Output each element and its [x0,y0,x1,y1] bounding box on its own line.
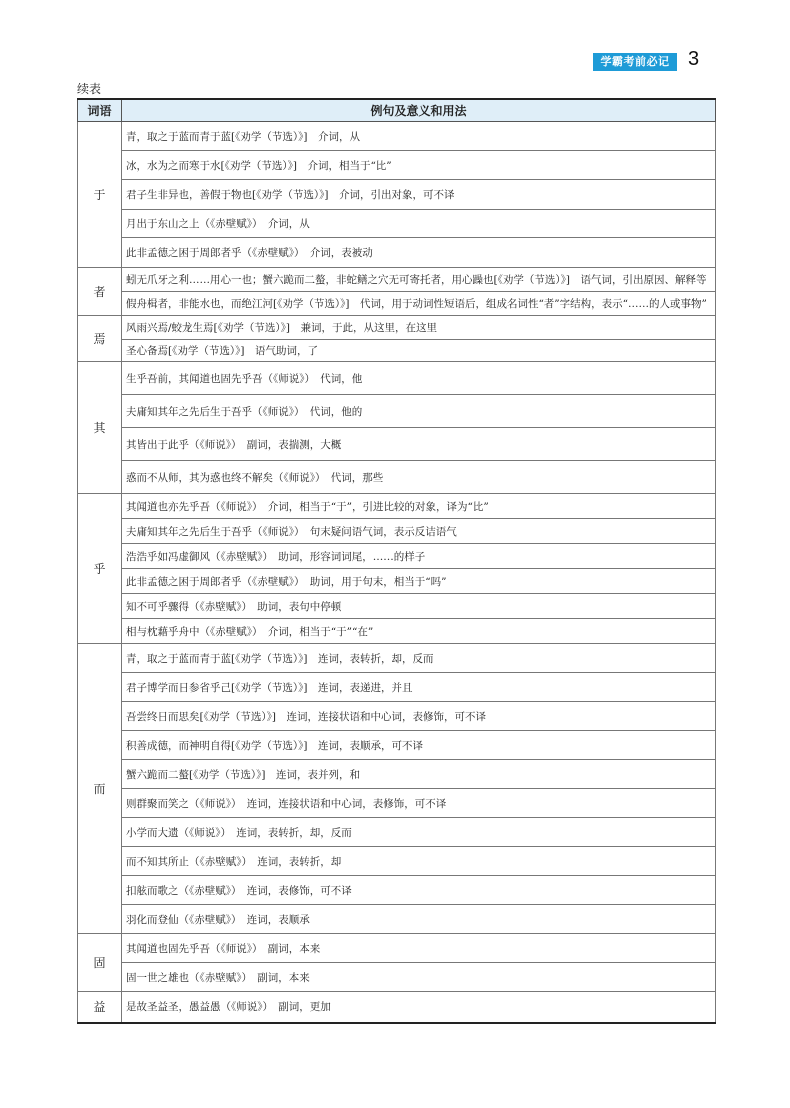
example-cell: 扣舷而歌之（《赤壁赋》） 连词，表修饰，可不译 [122,876,716,905]
table-row [78,760,716,789]
example-cell: 圣心备焉[《劝学（节选）》] 语气助词，了 [122,340,716,362]
table-header-row [78,99,716,122]
table-row [78,818,716,847]
table-row [78,122,716,151]
example-cell: 夫庸知其年之先后生于吾乎（《师说》） 句末疑问语气词，表示反诘语气 [122,519,716,544]
table-row [78,731,716,760]
example-cell: 其皆出于此乎（《师说》） 副词，表揣测，大概 [122,428,716,461]
example-cell: 青，取之于蓝而青于蓝[《劝学（节选）》] 介词，从 [122,122,716,151]
example-cell: 月出于东山之上（《赤壁赋》） 介词，从 [122,210,716,238]
table-row [78,934,716,963]
table-row [78,673,716,702]
example-cell: 而不知其所止（《赤壁赋》） 连词，表转折，却 [122,847,716,876]
table-row [78,519,716,544]
example-cell: 固一世之雄也（《赤壁赋》） 副词，本来 [122,963,716,992]
example-cell: 蚓无爪牙之利……用心一也；蟹六跪而二螯，非蛇鳝之穴无可寄托者，用心躁也[《劝学（节选）》] 语气词，引出原因、解释等 [122,268,716,292]
table-row [78,905,716,934]
example-cell: 则群聚而笑之（《师说》） 连词，连接状语和中心词，表修饰，可不译 [122,789,716,818]
example-cell: 此非孟德之困于周郎者乎（《赤壁赋》） 介词，表被动 [122,238,716,268]
example-cell: 惑而不从师，其为惑也终不解矣（《师说》） 代词，那些 [122,461,716,494]
example-cell: 其闻道也固先乎吾（《师说》） 副词，本来 [122,934,716,963]
table-row [78,151,716,180]
table-row [78,316,716,340]
table-row [78,789,716,818]
example-cell: 浩浩乎如冯虚御风（《赤壁赋》） 助词，形容词词尾，……的样子 [122,544,716,569]
example-cell: 是故圣益圣，愚益愚（《师说》） 副词，更加 [122,992,716,1023]
table-row [78,292,716,316]
example-cell: 此非孟德之困于周郎者乎（《赤壁赋》） 助词，用于句末，相当于“吗” [122,569,716,594]
example-cell: 羽化而登仙（《赤壁赋》） 连词，表顺承 [122,905,716,934]
word-cell: 益 [78,992,122,1023]
example-cell: 小学而大遗（《师说》） 连词，表转折，却，反而 [122,818,716,847]
section-badge: 学霸考前必记 [593,53,677,71]
table-row [78,395,716,428]
table-row [78,268,716,292]
word-usage-table [77,98,716,1024]
table-row [78,494,716,519]
column-header-usage: 例句及意义和用法 [122,99,716,122]
page-number: 3 [688,48,700,70]
table-row [78,362,716,395]
table-row [78,644,716,673]
table-row [78,619,716,644]
word-cell: 于 [78,122,122,268]
example-cell: 君子生非异也，善假于物也[《劝学（节选）》] 介词，引出对象，可不译 [122,180,716,210]
table-row [78,238,716,268]
table-row [78,594,716,619]
example-cell: 青，取之于蓝而青于蓝[《劝学（节选）》] 连词，表转折，却，反而 [122,644,716,673]
table-row [78,340,716,362]
word-cell: 乎 [78,494,122,644]
table-row [78,702,716,731]
table-row [78,569,716,594]
example-cell: 知不可乎骤得（《赤壁赋》） 助词，表句中停顿 [122,594,716,619]
table-row [78,847,716,876]
example-cell: 吾尝终日而思矣[《劝学（节选）》] 连词，连接状语和中心词，表修饰，可不译 [122,702,716,731]
example-cell: 蟹六跪而二螯[《劝学（节选）》] 连词，表并列，和 [122,760,716,789]
example-cell: 积善成德，而神明自得[《劝学（节选）》] 连词，表顺承，可不译 [122,731,716,760]
example-cell: 冰，水为之而寒于水[《劝学（节选）》] 介词，相当于“比” [122,151,716,180]
word-cell: 者 [78,268,122,316]
table-row [78,963,716,992]
word-cell: 焉 [78,316,122,362]
example-cell: 夫庸知其年之先后生于吾乎（《师说》） 代词，他的 [122,395,716,428]
table-row [78,876,716,905]
table-row [78,544,716,569]
continued-label: 续表 [77,82,102,96]
example-cell: 其闻道也亦先乎吾（《师说》） 介词，相当于“于”，引进比较的对象，译为“比” [122,494,716,519]
word-cell: 其 [78,362,122,494]
example-cell: 相与枕藉乎舟中（《赤壁赋》） 介词，相当于“于”“在” [122,619,716,644]
table-row [78,180,716,210]
table-row [78,210,716,238]
table-row [78,428,716,461]
column-header-word: 词语 [78,99,122,122]
example-cell: 假舟楫者，非能水也，而绝江河[《劝学（节选）》] 代词，用于动词性短语后，组成名词性“者”字结构，表示“……的人或事物” [122,292,716,316]
table-body [78,122,716,1023]
word-cell: 而 [78,644,122,934]
table-row [78,992,716,1023]
table-row [78,461,716,494]
word-cell: 固 [78,934,122,992]
example-cell: 君子博学而日参省乎己[《劝学（节选）》] 连词，表递进，并且 [122,673,716,702]
example-cell: 风雨兴焉/蛟龙生焉[《劝学（节选）》] 兼词，于此，从这里，在这里 [122,316,716,340]
word-usage-table-container [77,98,715,1024]
example-cell: 生乎吾前，其闻道也固先乎吾（《师说》） 代词，他 [122,362,716,395]
